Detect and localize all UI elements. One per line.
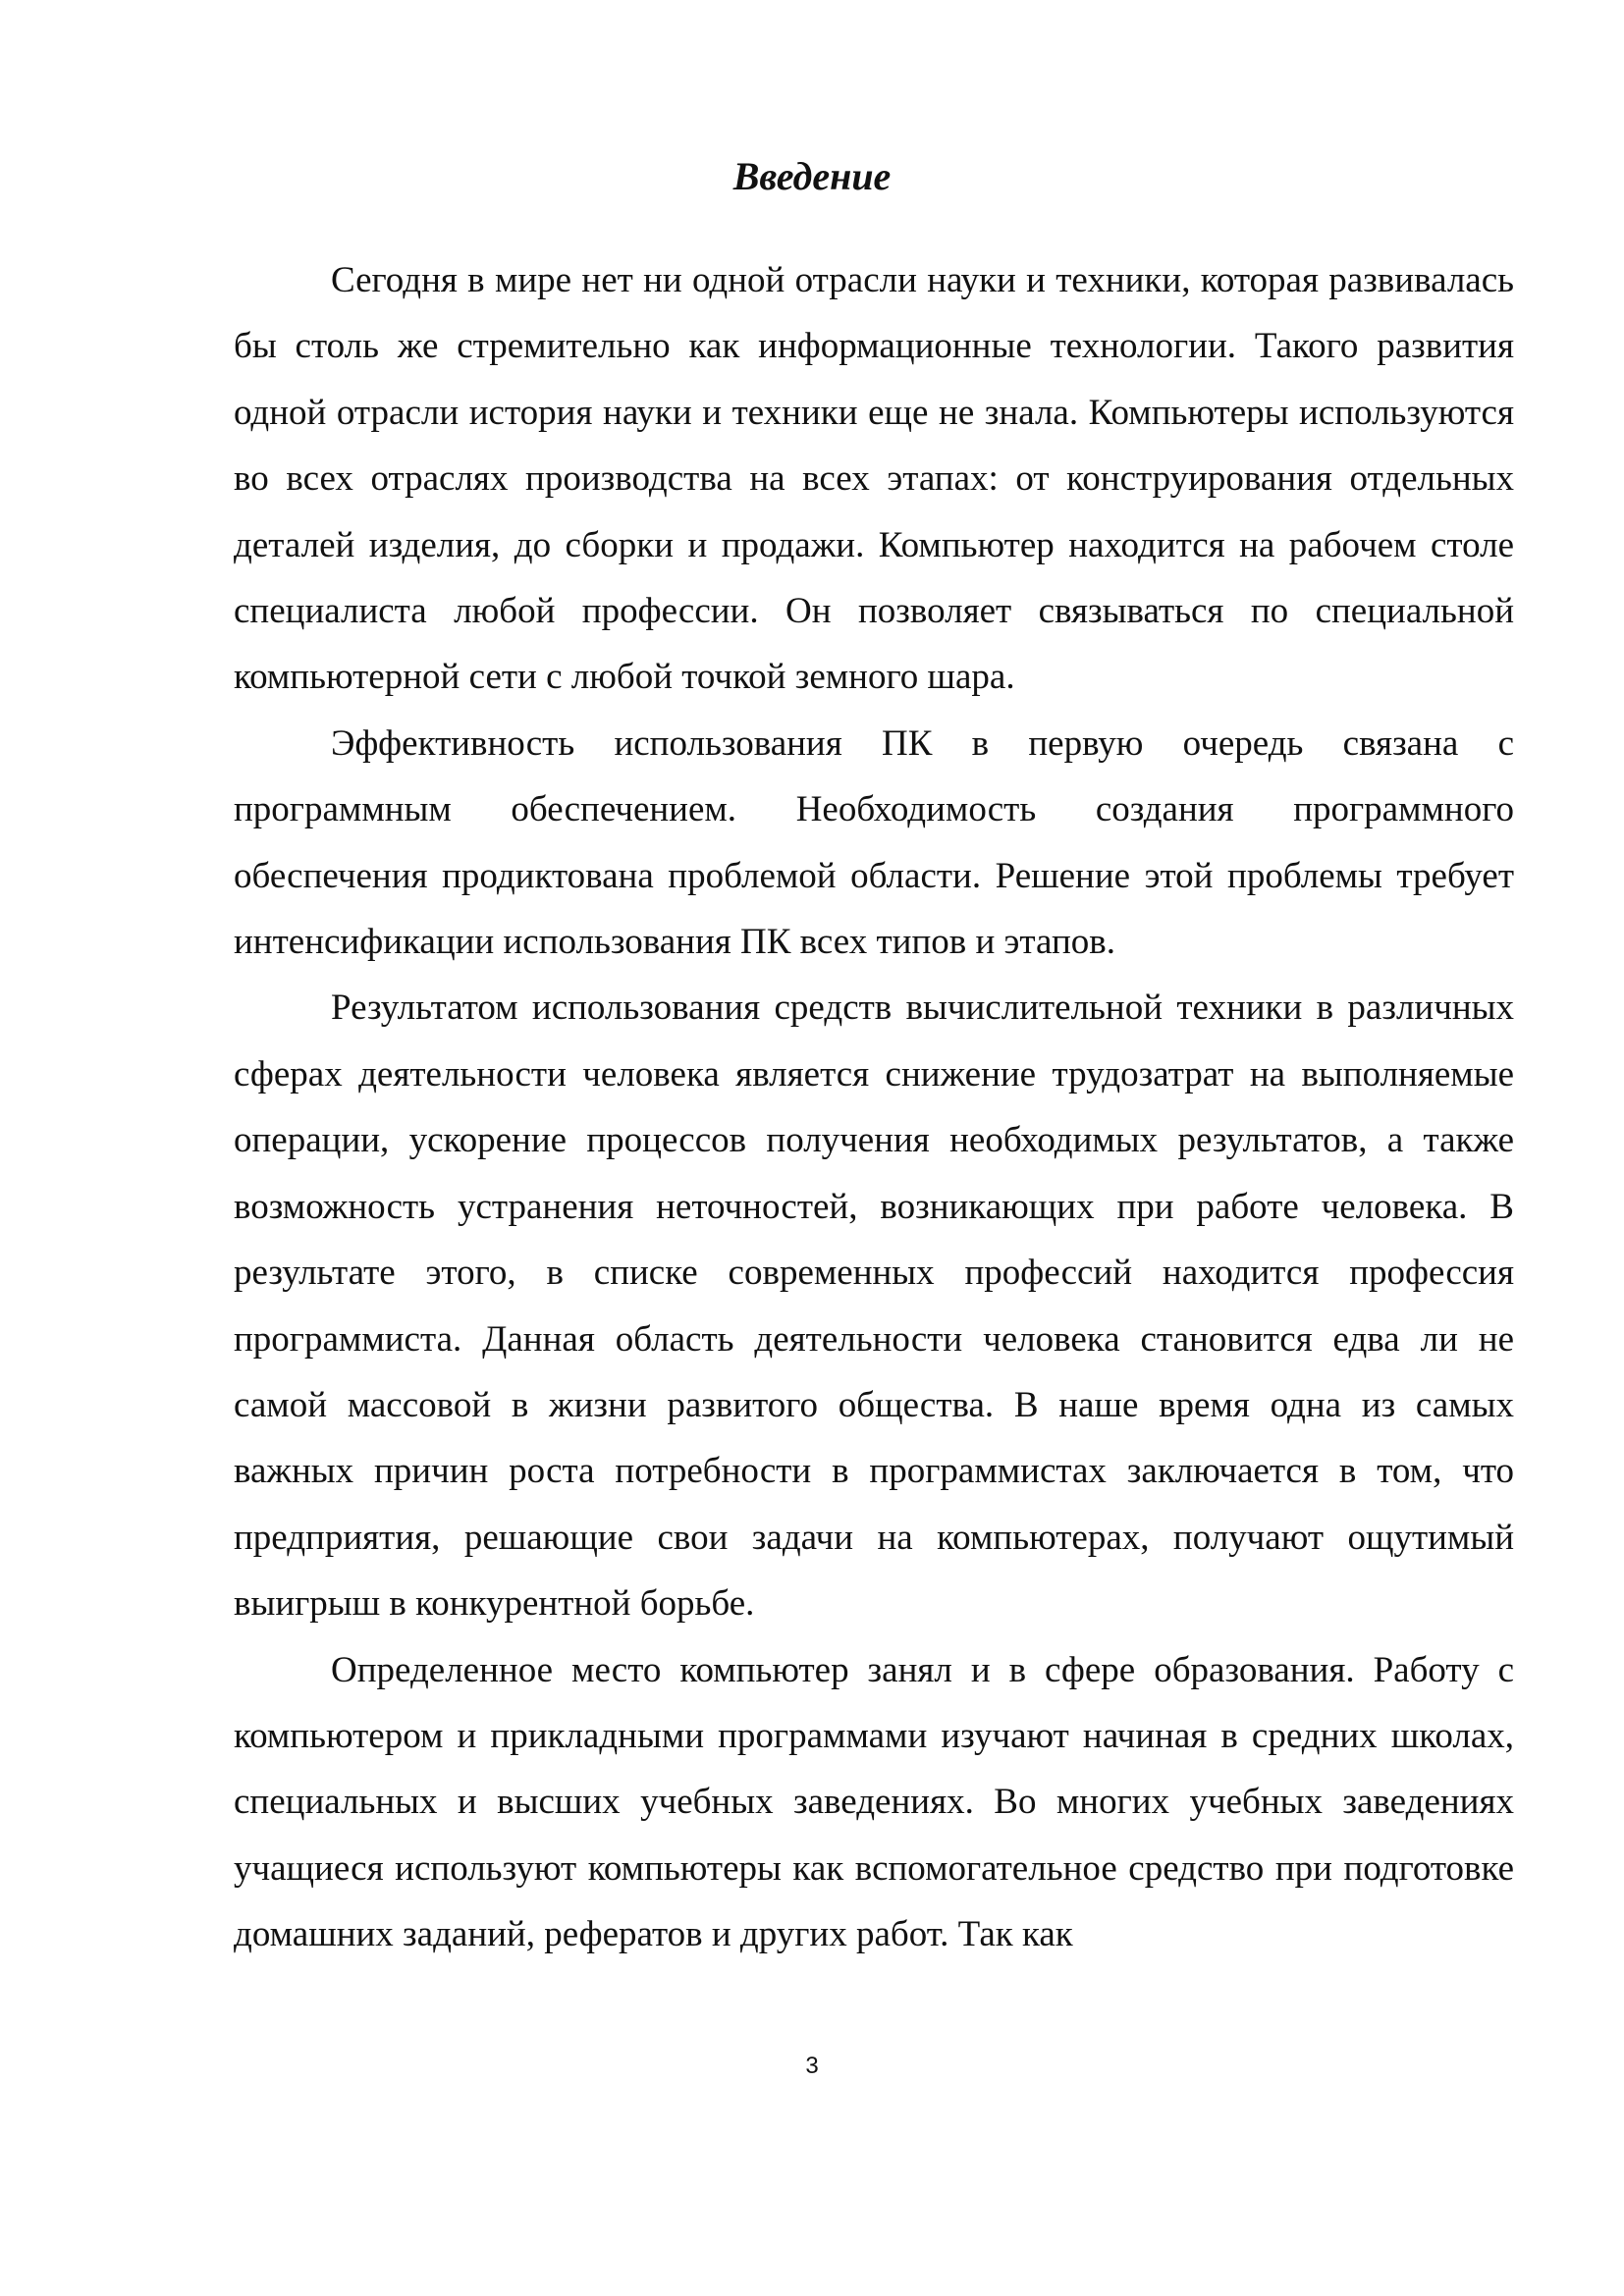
page-title: Введение xyxy=(732,154,892,198)
page-number: 3 xyxy=(805,2053,819,2079)
paragraph-2: Эффективность использования ПК в первую очередь связана с программным обеспечением. Необходимость создания программного обеспечения продиктована проблемой области. Решение этой проблемы требует интенсификации использования ПК всех типов и этапов. xyxy=(234,722,1514,963)
paragraph-1: Сегодня в мире нет ни одной отрасли науки и техники, которая развивалась бы столь же стремительно как информационные технологии. Такого развития одной отрасли история науки и техники еще не знала. Компьютеры используются во всех отраслях производства на всех этапах: от конструирования отдельных деталей изделия, до сборки и продажи. Компьютер находится на рабочем столе специалиста любой профессии. Он позволяет связываться по специальной компьютерной сети с любой точкой земного шара. xyxy=(234,260,1514,698)
paragraph-3: Результатом использования средств вычислительной техники в различных сферах деятельности человека является снижение трудозатрат на выполняемые операции, ускорение процессов получения необходимых результатов, а также возможность устранения неточностей, возникающих при работе человека. В результате этого, в списке современных профессий находится профессия программиста. Данная область деятельности человека становится едва ли не самой массовой в жизни развитого общества. В наше время одна из самых важных причин роста потребности в программистах заключается в том, что предприятия, решающие свои задачи на компьютерах, получают ощутимый выигрыш в конкурентной борьбе. xyxy=(234,988,1514,1625)
paragraph-4: Определенное место компьютер занял и в сфере образования. Работу с компьютером и прикладными программами изучают начиная в средних школах, специальных и высших учебных заведениях. Во многих учебных заведениях учащиеся используют компьютеры как вспомогательное средство при подготовке домашних заданий, рефератов и других работ. Так как xyxy=(234,1649,1514,1955)
document-body xyxy=(234,247,1514,1968)
